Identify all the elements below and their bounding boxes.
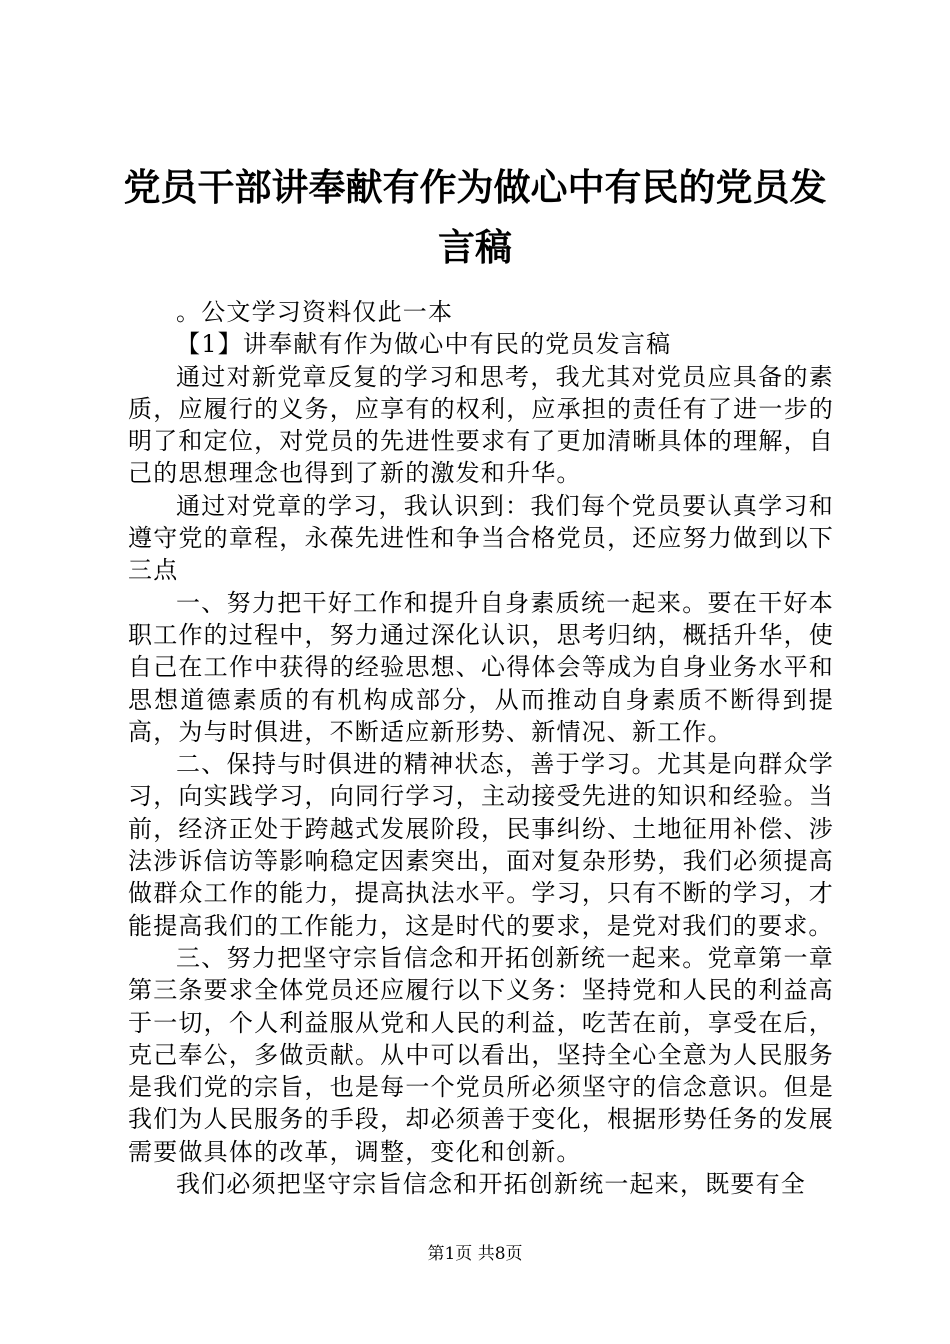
paragraph: 一、努力把干好工作和提升自身素质统一起来。要在干好本职工作的过程中，努力通过深化认识，思考归纳，概括升华，使自己在工作中获得的经验思想、心得体会等成为自身业务水平和思想道德素质的有机构成部分，从而推动自身素质不断得到提高，为与时俱进，不断适应新形势、新情况、新工作。 xyxy=(128,588,834,746)
document-title: 党员干部讲奉献有作为做心中有民的党员发言稿 xyxy=(123,166,827,269)
paragraph: 三、努力把坚守宗旨信念和开拓创新统一起来。党章第一章第三条要求全体党员还应履行以下义务：坚持党和人民的利益高于一切，个人利益服从党和人民的利益，吃苦在前，享受在后，克己奉公，多做贡献。从中可以看出，坚持全心全意为人民服务是我们党的宗旨，也是每一个党员所必须坚守的信念意识。但是我们为人民服务的手段，却必须善于变化，根据形势任务的发展需要做具体的改革，调整，变化和创新。 xyxy=(128,943,834,1166)
paragraph: 【1】讲奉献有作为做心中有民的党员发言稿 xyxy=(176,330,672,359)
paragraph: 通过对新党章反复的学习和思考，我尤其对党员应具备的素质，应履行的义务，应享有的权利，应承担的责任有了进一步的明了和定位，对党员的先进性要求有了更加清晰具体的理解，自己的思想理念也得到了新的激发和升华。 xyxy=(128,362,834,488)
page-footer: 第1页 共8页 xyxy=(427,1244,523,1264)
paragraph: 。公文学习资料仅此一本 xyxy=(176,298,454,326)
document-body xyxy=(128,296,834,1200)
paragraph: 通过对党章的学习，我认识到：我们每个党员要认真学习和遵守党的章程，永葆先进性和争当合格党员，还应努力做到以下三点 xyxy=(128,491,834,585)
paragraph: 二、保持与时俱进的精神状态，善于学习。尤其是向群众学习，向实践学习，向同行学习，主动接受先进的知识和经验。当前，经济正处于跨越式发展阶段，民事纠纷、土地征用补偿、涉法涉诉信访等影响稳定因素突出，面对复杂形势，我们必须提高做群众工作的能力，提高执法水平。学习，只有不断的学习，才能提高我们的工作能力，这是时代的要求，是党对我们的要求。 xyxy=(128,750,834,940)
paragraph: 我们必须把坚守宗旨信念和开拓创新统一起来，既要有全 xyxy=(176,1170,806,1199)
